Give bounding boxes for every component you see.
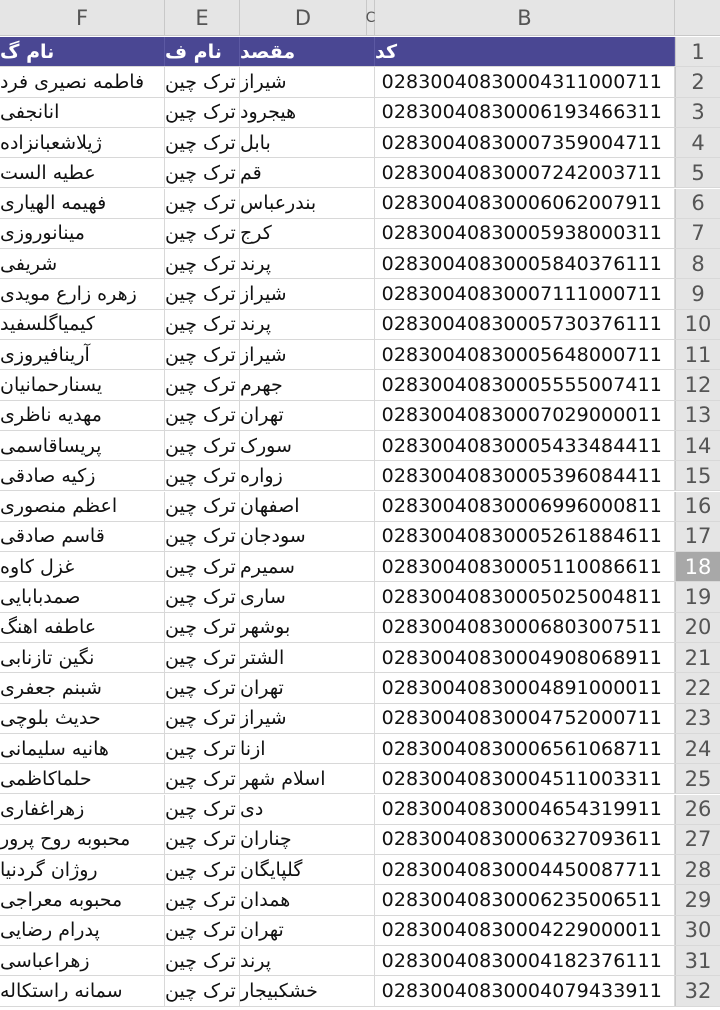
cell-name[interactable]: محبوبه روح پرور	[0, 825, 165, 854]
row-number[interactable]: 15	[675, 461, 720, 490]
cell-category[interactable]: ترک چین	[165, 98, 240, 127]
row-number[interactable]: 28	[675, 855, 720, 884]
cell-destination[interactable]: تهران	[240, 401, 375, 430]
cell-code[interactable]: 02830040830005025004811	[375, 582, 675, 611]
cell-name[interactable]: کیمیاگلسفید	[0, 310, 165, 339]
cell-destination[interactable]: تهران	[240, 916, 375, 945]
header-cell-destination[interactable]: مقصد	[240, 37, 375, 66]
cell-code[interactable]: 02830040830005938000311	[375, 219, 675, 248]
table-row	[0, 189, 720, 219]
cell-category[interactable]: ترک چین	[165, 67, 240, 96]
cell-code[interactable]: 02830040830005261884611	[375, 522, 675, 551]
cell-category[interactable]: ترک چین	[165, 613, 240, 642]
table-row	[0, 370, 720, 400]
row-number[interactable]: 9	[675, 279, 720, 308]
corner-select-all[interactable]	[675, 0, 720, 36]
cell-code[interactable]: 02830040830005433484411	[375, 431, 675, 460]
cell-category[interactable]: ترک چین	[165, 916, 240, 945]
cell-category[interactable]: ترک چین	[165, 310, 240, 339]
cell-destination[interactable]: تهران	[240, 673, 375, 702]
table-row	[0, 825, 720, 855]
cell-name[interactable]: سمانه راستکاله	[0, 976, 165, 1005]
row-number[interactable]: 3	[675, 98, 720, 127]
cell-code[interactable]: 02830040830005555007411	[375, 370, 675, 399]
table-row	[0, 976, 720, 1006]
cell-destination[interactable]: کرج	[240, 219, 375, 248]
column-header-f[interactable]: F	[0, 0, 165, 36]
row-number[interactable]: 2	[675, 67, 720, 96]
cell-category[interactable]: ترک چین	[165, 431, 240, 460]
column-header-bar	[0, 0, 720, 36]
cell-code[interactable]: 02830040830004891000011	[375, 673, 675, 702]
cell-destination[interactable]: پرند	[240, 946, 375, 975]
cell-category[interactable]: ترک چین	[165, 764, 240, 793]
cell-code[interactable]: 02830040830006561068711	[375, 734, 675, 763]
cell-destination[interactable]: الشتر	[240, 643, 375, 672]
row-number[interactable]: 29	[675, 885, 720, 914]
cell-code[interactable]: 02830040830004908068911	[375, 643, 675, 672]
header-cell-code[interactable]: کد	[375, 37, 675, 66]
row-number[interactable]: 25	[675, 764, 720, 793]
row-number[interactable]: 18	[675, 552, 720, 581]
cell-name[interactable]: شریفی	[0, 249, 165, 278]
cell-category[interactable]: ترک چین	[165, 552, 240, 581]
cell-category[interactable]: ترک چین	[165, 734, 240, 763]
table-row	[0, 492, 720, 522]
cell-name[interactable]: پریساقاسمی	[0, 431, 165, 460]
cell-name[interactable]: شبنم جعفری	[0, 673, 165, 702]
cell-category[interactable]: ترک چین	[165, 189, 240, 218]
table-row	[0, 673, 720, 703]
row-number[interactable]: 7	[675, 219, 720, 248]
row-number[interactable]: 32	[675, 976, 720, 1005]
row-number[interactable]: 10	[675, 310, 720, 339]
row-number[interactable]: 4	[675, 128, 720, 157]
cell-category[interactable]: ترک چین	[165, 643, 240, 672]
cell-category[interactable]: ترک چین	[165, 522, 240, 551]
table-row	[0, 734, 720, 764]
cell-name[interactable]: مهدیه ناظری	[0, 401, 165, 430]
cell-destination[interactable]: بندرعباس	[240, 189, 375, 218]
column-header-e[interactable]: E	[165, 0, 240, 36]
cell-category[interactable]: ترک چین	[165, 279, 240, 308]
cell-code[interactable]: 02830040830004511003311	[375, 764, 675, 793]
cell-name[interactable]: زکیه صادقی	[0, 461, 165, 490]
row-number[interactable]: 26	[675, 795, 720, 824]
cell-name[interactable]: انانجفی	[0, 98, 165, 127]
cell-code[interactable]: 02830040830005110086611	[375, 552, 675, 581]
table-row	[0, 946, 720, 976]
header-data-row	[0, 37, 720, 67]
row-number[interactable]: 14	[675, 431, 720, 460]
table-row	[0, 643, 720, 673]
table-row	[0, 795, 720, 825]
cell-destination[interactable]: سورک	[240, 431, 375, 460]
cell-code[interactable]: 02830040830005840376111	[375, 249, 675, 278]
column-header-b[interactable]: B	[375, 0, 675, 36]
table-row	[0, 249, 720, 279]
cell-destination[interactable]: شیراز	[240, 704, 375, 733]
cell-category[interactable]: ترک چین	[165, 249, 240, 278]
cell-destination[interactable]: قم	[240, 158, 375, 187]
cell-destination[interactable]: سمیرم	[240, 552, 375, 581]
cell-code[interactable]: 02830040830004229000011	[375, 916, 675, 945]
row-number[interactable]: 8	[675, 249, 720, 278]
cell-destination[interactable]: چناران	[240, 825, 375, 854]
cell-category[interactable]: ترک چین	[165, 976, 240, 1005]
row-number[interactable]: 13	[675, 401, 720, 430]
cell-destination[interactable]: پرند	[240, 249, 375, 278]
table-row	[0, 340, 720, 370]
cell-code[interactable]: 02830040830005730376111	[375, 310, 675, 339]
table-row	[0, 401, 720, 431]
cell-category[interactable]: ترک چین	[165, 885, 240, 914]
cell-destination[interactable]: اسلام شهر	[240, 764, 375, 793]
cell-code[interactable]: 02830040830006996000811	[375, 492, 675, 521]
cell-destination[interactable]: اصفهان	[240, 492, 375, 521]
row-number[interactable]: 20	[675, 613, 720, 642]
cell-name[interactable]: حلماکاظمی	[0, 764, 165, 793]
cell-code[interactable]: 02830040830004654319911	[375, 795, 675, 824]
cell-category[interactable]: ترک چین	[165, 673, 240, 702]
row-number[interactable]: 24	[675, 734, 720, 763]
cell-destination[interactable]: دی	[240, 795, 375, 824]
cell-code[interactable]: 02830040830006803007511	[375, 613, 675, 642]
cell-destination[interactable]: بوشهر	[240, 613, 375, 642]
row-number[interactable]: 22	[675, 673, 720, 702]
table-row	[0, 279, 720, 309]
table-row	[0, 158, 720, 188]
cell-name[interactable]: زهره زارع مویدی	[0, 279, 165, 308]
cell-destination[interactable]: ساری	[240, 582, 375, 611]
cell-name[interactable]: هانیه سلیمانی	[0, 734, 165, 763]
table-row	[0, 916, 720, 946]
row-number[interactable]: 31	[675, 946, 720, 975]
cell-code[interactable]: 02830040830007111000711	[375, 279, 675, 308]
cell-code[interactable]: 02830040830005648000711	[375, 340, 675, 369]
table-row	[0, 219, 720, 249]
cell-name[interactable]: زهراغفاری	[0, 795, 165, 824]
cell-category[interactable]: ترک چین	[165, 370, 240, 399]
cell-category[interactable]: ترک چین	[165, 128, 240, 157]
cell-name[interactable]: آرینافیروزی	[0, 340, 165, 369]
cell-category[interactable]: ترک چین	[165, 219, 240, 248]
cell-name[interactable]: زهراعباسی	[0, 946, 165, 975]
cell-code[interactable]: 02830040830006062007911	[375, 189, 675, 218]
cell-code[interactable]: 02830040830007359004711	[375, 128, 675, 157]
cell-name[interactable]: حدیث بلوچی	[0, 704, 165, 733]
cell-code[interactable]: 02830040830006327093611	[375, 825, 675, 854]
cell-destination[interactable]: گلپایگان	[240, 855, 375, 884]
cell-category[interactable]: ترک چین	[165, 855, 240, 884]
table-row	[0, 582, 720, 612]
header-cell-last-name[interactable]: نام ف	[165, 37, 240, 66]
cell-category[interactable]: ترک چین	[165, 401, 240, 430]
row-number[interactable]: 5	[675, 158, 720, 187]
cell-code[interactable]: 02830040830007029000011	[375, 401, 675, 430]
cell-name[interactable]: روژان گردنیا	[0, 855, 165, 884]
column-header-c[interactable]: C	[367, 0, 375, 36]
cell-name[interactable]: یسنارحمانیان	[0, 370, 165, 399]
cell-category[interactable]: ترک چین	[165, 158, 240, 187]
table-row	[0, 310, 720, 340]
row-number[interactable]: 27	[675, 825, 720, 854]
cell-name[interactable]: محبوبه معراجی	[0, 885, 165, 914]
cell-name[interactable]: فاطمه نصیری فرد	[0, 67, 165, 96]
cell-category[interactable]: ترک چین	[165, 946, 240, 975]
row-number[interactable]: 21	[675, 643, 720, 672]
table-row	[0, 885, 720, 915]
cell-code[interactable]: 02830040830007242003711	[375, 158, 675, 187]
cell-name[interactable]: صمدبابایی	[0, 582, 165, 611]
cell-name[interactable]: قاسم صادقی	[0, 522, 165, 551]
table-row	[0, 764, 720, 794]
cell-category[interactable]: ترک چین	[165, 492, 240, 521]
cell-destination[interactable]: ازنا	[240, 734, 375, 763]
cell-code[interactable]: 02830040830004450087711	[375, 855, 675, 884]
cell-category[interactable]: ترک چین	[165, 461, 240, 490]
cell-destination[interactable]: همدان	[240, 885, 375, 914]
cell-destination[interactable]: خشکبیجار	[240, 976, 375, 1005]
row-number[interactable]: 1	[675, 37, 720, 66]
cell-name[interactable]: ژیلاشعبانزاده	[0, 128, 165, 157]
cell-destination[interactable]: جهرم	[240, 370, 375, 399]
cell-destination[interactable]: شیراز	[240, 279, 375, 308]
row-number[interactable]: 12	[675, 370, 720, 399]
row-number[interactable]: 17	[675, 522, 720, 551]
cell-name[interactable]: نگین تازنابی	[0, 643, 165, 672]
cell-code[interactable]: 02830040830006193466311	[375, 98, 675, 127]
cell-code[interactable]: 02830040830005396084411	[375, 461, 675, 490]
cell-name[interactable]: پدرام رضایی	[0, 916, 165, 945]
cell-code[interactable]: 02830040830004752000711	[375, 704, 675, 733]
cell-code[interactable]: 02830040830004311000711	[375, 67, 675, 96]
header-cell-first-name[interactable]: نام گ	[0, 37, 165, 66]
table-row	[0, 128, 720, 158]
row-number[interactable]: 11	[675, 340, 720, 369]
cell-category[interactable]: ترک چین	[165, 704, 240, 733]
cell-name[interactable]: عطیه الست	[0, 158, 165, 187]
cell-name[interactable]: غزل کاوه	[0, 552, 165, 581]
row-number[interactable]: 30	[675, 916, 720, 945]
cell-category[interactable]: ترک چین	[165, 340, 240, 369]
row-number[interactable]: 23	[675, 704, 720, 733]
cell-category[interactable]: ترک چین	[165, 825, 240, 854]
cell-code[interactable]: 02830040830004182376111	[375, 946, 675, 975]
row-number[interactable]: 6	[675, 189, 720, 218]
cell-category[interactable]: ترک چین	[165, 582, 240, 611]
table-row	[0, 461, 720, 491]
cell-code[interactable]: 02830040830004079433911	[375, 976, 675, 1005]
cell-destination[interactable]: زواره	[240, 461, 375, 490]
table-row	[0, 855, 720, 885]
cell-name[interactable]: مینانوروزی	[0, 219, 165, 248]
cell-destination[interactable]: شیراز	[240, 340, 375, 369]
table-row	[0, 704, 720, 734]
table-row	[0, 98, 720, 128]
cell-destination[interactable]: بابل	[240, 128, 375, 157]
cell-code[interactable]: 02830040830006235006511	[375, 885, 675, 914]
cell-destination[interactable]: شیراز	[240, 67, 375, 96]
cell-destination[interactable]: پرند	[240, 310, 375, 339]
table-row	[0, 431, 720, 461]
cell-name[interactable]: اعظم منصوری	[0, 492, 165, 521]
cell-destination[interactable]: سودجان	[240, 522, 375, 551]
cell-name[interactable]: عاطفه اهنگ	[0, 613, 165, 642]
cell-name[interactable]: فهیمه الهیاری	[0, 189, 165, 218]
cell-category[interactable]: ترک چین	[165, 795, 240, 824]
table-row	[0, 613, 720, 643]
table-row	[0, 67, 720, 97]
row-number[interactable]: 16	[675, 492, 720, 521]
table-row	[0, 552, 720, 582]
row-number[interactable]: 19	[675, 582, 720, 611]
cell-destination[interactable]: هیجرود	[240, 98, 375, 127]
column-header-d[interactable]: D	[240, 0, 367, 36]
table-row	[0, 522, 720, 552]
